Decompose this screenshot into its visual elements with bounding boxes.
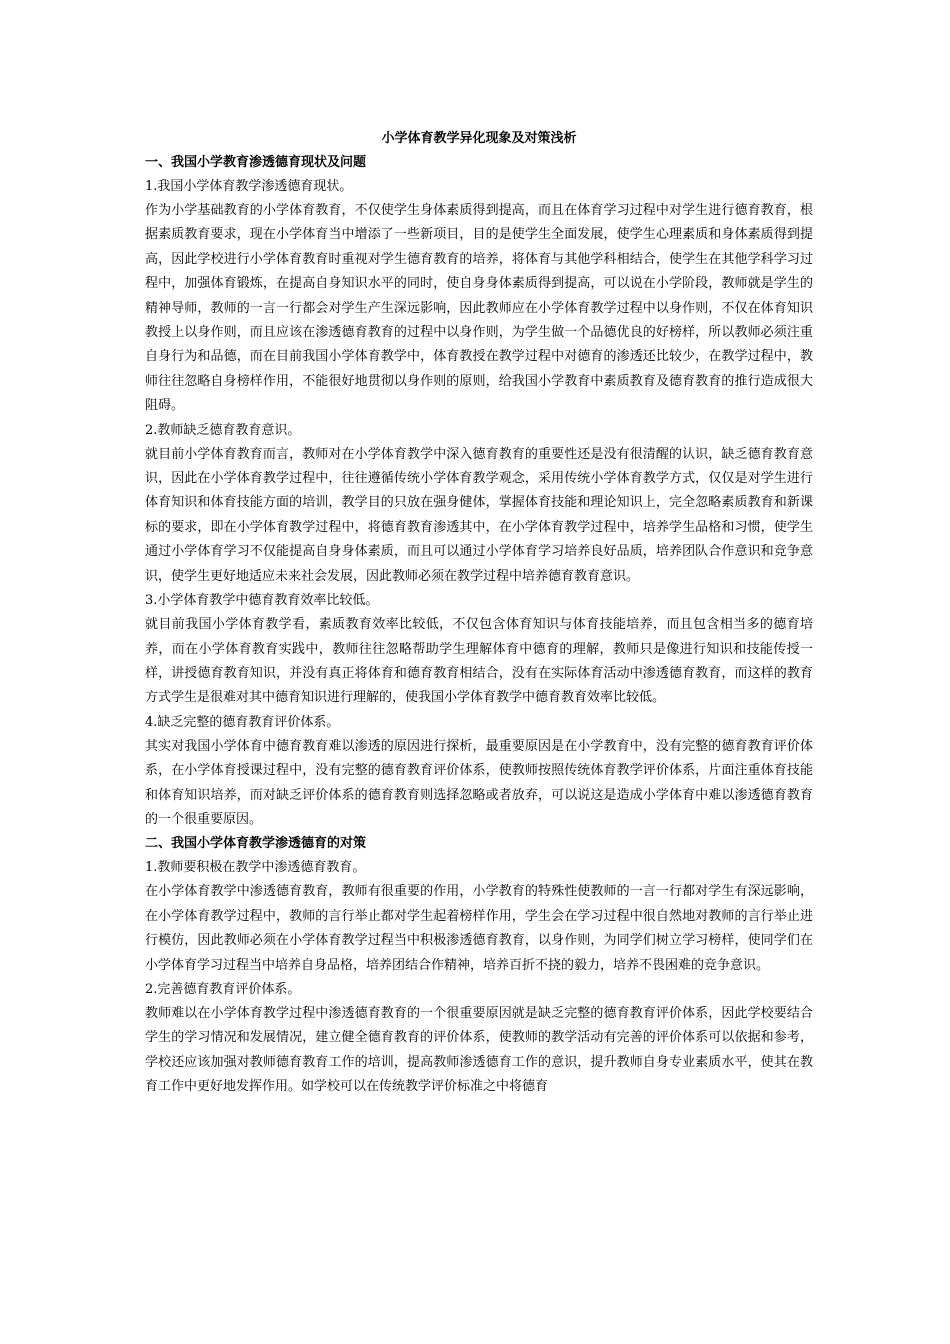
paragraph-1-2: 就目前小学体育教育而言，教师对在小学体育教学中深入德育教育的重要性还是没有很清醒的认识，缺乏德育教育意识，因此在小学体育教学过程中，往往遵循传统小学体育教学观念，采用传统小学体育教学方式，仅仅是对学生进行体育知识和体育技能方面的培训，教学目的只放在强身健体，掌握体育技能和理论知识上，完全忽略素质教育和新课标的要求，即在小学体育教学过程中，将德育教育渗透其中，在小学体育教学过程中，培养学生品格和习惯，使学生通过小学体育学习不仅能提高自身身体素质，而且可以通过小学体育学习培养良好品质，培养团队合作意识和竞争意识，使学生更好地适应未来社会发展，因此教师必须在教学过程中培养德育教育意识。 [145,446,813,584]
paragraph-1-4: 其实对我国小学体育中德育教育难以渗透的原因进行探析，最重要原因是在小学教育中，没有完整的德育教育评价体系，在小学体育授课过程中，没有完整的德育教育评价体系，使教师按照传统体育教学评价体系，片面注重体育技能和体育知识培养，而对缺乏评价体系的德育教育则选择忽略或者放弃，可以说这是造成小学体育中难以渗透德育教育的一个很重要原因。 [145,738,813,827]
subheading-1-1: 1.我国小学体育教学渗透德育现状。 [145,179,353,194]
subheading-2-2: 2.完善德育教育评价体系。 [145,981,301,997]
paragraph-2-2: 教师难以在小学体育教学过程中渗透德育教育的一个很重要原因就是缺乏完整的德育教育评价体系，因此学校要结合学生的学习情况和发展情况，建立健全德育教育的评价体系，使教师的教学活动有完善的评价体系可以依据和参考，学校还应该加强对教师德育教育工作的培训，提高教师渗透德育工作的意识，提升教师自身专业素质水平，使其在教育工作中更好地发挥作用。如学校可以在传统教学评价标准之中将德育 [145,1005,813,1095]
subheading-1-3: 3.小学体育教学中德育教育效率比较低。 [145,593,379,609]
document-page [145,127,813,1100]
subheading-1-2: 2.教师缺乏德育教育意识。 [145,422,301,438]
section-heading-1: 一、我国小学教育渗透德育现状及问题 [145,155,367,170]
subheading-1-4: 4.缺乏完整的德育教育评价体系。 [145,714,340,730]
page-title: 小学体育教学异化现象及对策浅析 [381,131,577,146]
paragraph-1-1: 作为小学基础教育的小学体育教育，不仅使学生身体素质得到提高，而且在体育学习过程中对学生进行德育教育，根据素质教育要求，现在小学体育当中增添了一些新项目，目的是使学生全面发展，使学生心理素质和身体素质得到提高，因此学校进行小学体育教育时重视对学生德育教育的培养，将体育与其他学科相结合，使学生在其他学科学习过程中，加强体育锻炼，在提高自身知识水平的同时，使自身身体素质得到提高，可以说在小学阶段，教师就是学生的精神导师，教师的一言一行都会对学生产生深远影响，因此教师应在小学体育教学过程中以身作则，不仅在体育知识教授上以身作则，而且应该在渗透德育教育的过程中以身作则，为学生做一个品德优良的好榜样，所以教师必须注重自身行为和品德，而在目前我国小学体育教学中，体育教授在教学过程中对德育的渗透还比较少，在教学过程中，教师往往忽略自身榜样作用，不能很好地贯彻以身作则的原则，给我国小学教育中素质教育及德育教育的推行造成很大阻碍。 [145,203,813,414]
subheading-2-1: 1.教师要积极在教学中渗透德育教育。 [145,860,366,876]
paragraph-2-1: 在小学体育教学中渗透德育教育，教师有很重要的作用，小学教育的特殊性使教师的一言一行都对学生有深远影响，在小学体育教学过程中，教师的言行举止都对学生起着榜样作用，学生会在学习过程中很自然地对教师的言行举止进行模仿，因此教师必须在小学体育教学过程当中积极渗透德育教育，以身作则，为同学们树立学习榜样，使同学们在小学体育学习过程当中培养自身品格，培养团结合作精神，培养百折不挠的毅力，培养不畏困难的竞争意识。 [145,884,813,973]
section-heading-2: 二、我国小学体育教学渗透德育的对策 [145,836,367,852]
paragraph-1-3: 就目前我国小学体育教学看，素质教育效率比较低，不仅包含体育知识与体育技能培养，而且包含相当多的德育培养，而在小学体育教育实践中，教师往往忽略帮助学生理解体育中德育的理解，教师只是像进行知识和技能传授一样，讲授德育教育知识，并没有真正将体育和德育教育相结合，没有在实际体育活动中渗透德育教育，而这样的教育方式学生是很难对其中德育知识进行理解的，使我国小学体育教学中德育教育效率比较低。 [145,617,813,706]
